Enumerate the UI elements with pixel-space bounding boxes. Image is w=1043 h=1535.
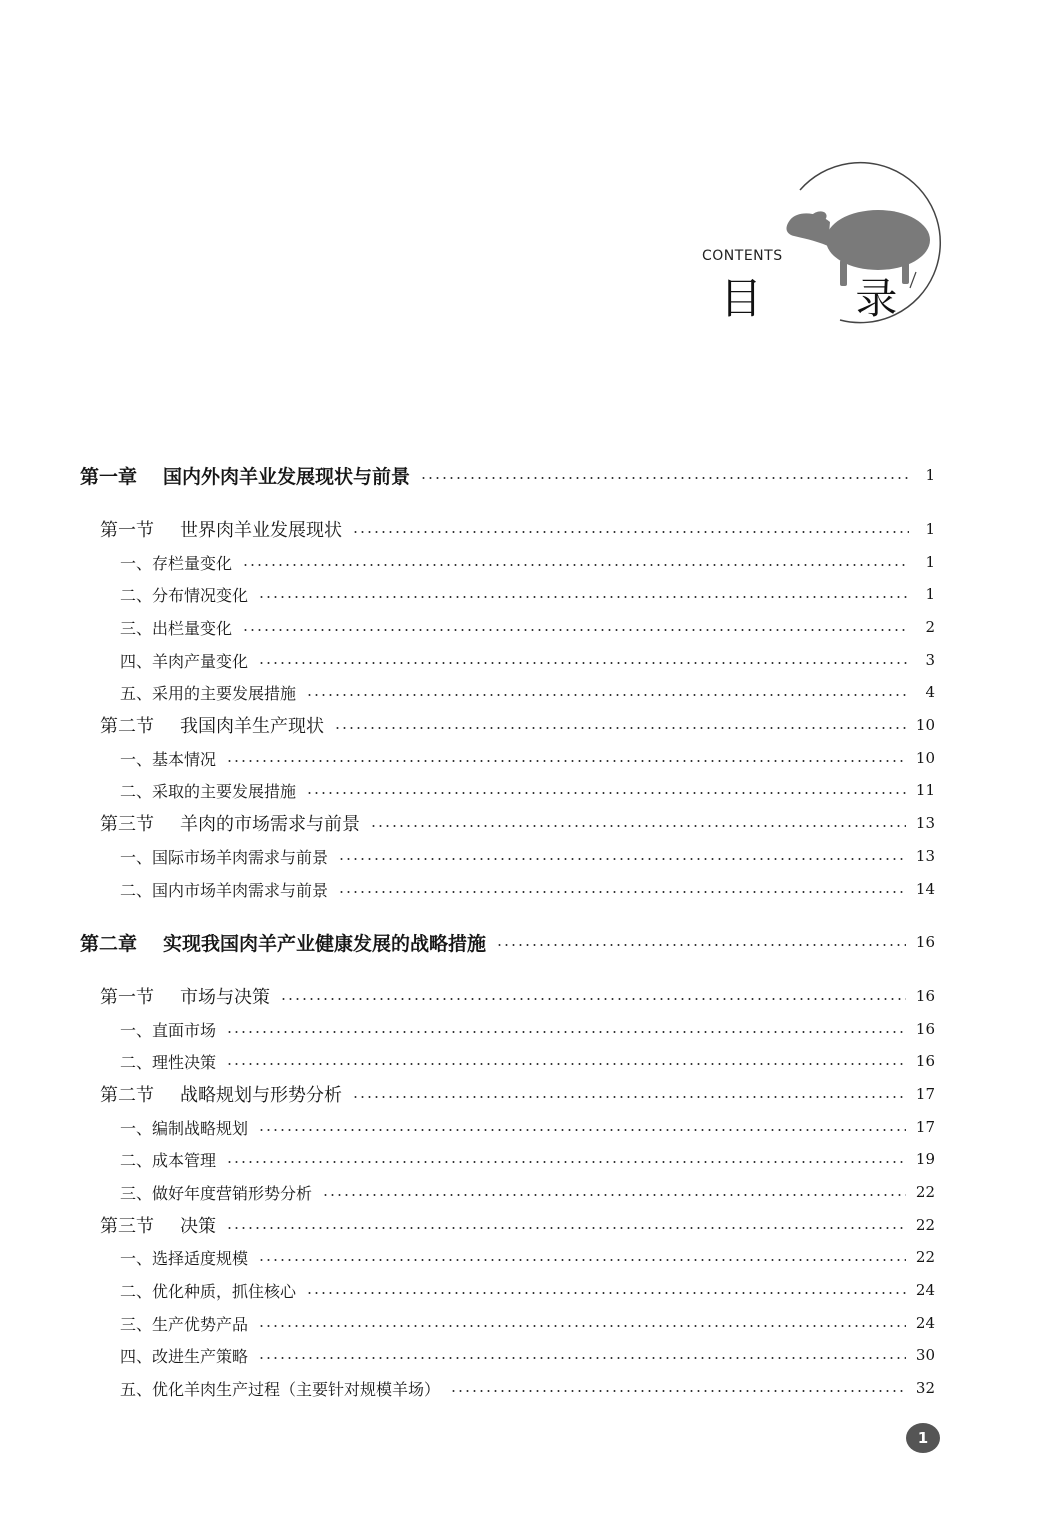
toc-entry-title: 采取的主要发展措施 [152,781,297,801]
toc-entry-number: 第一节 [100,520,154,541]
dot-leader [334,727,906,729]
toc-entry-page: 3 [925,651,935,669]
toc-entry-title: 出栏量变化 [152,618,233,638]
toc-entry-number: 二、 [120,1052,153,1072]
dot-leader [258,1129,906,1131]
dot-leader [280,998,906,1000]
toc-entry-title: 羊肉的市场需求与前景 [180,814,360,835]
toc-entry-number: 四、 [120,651,153,671]
dot-leader [306,694,909,696]
toc-entry-sub [120,549,935,575]
dot-leader [226,760,906,762]
toc-entry-number: 一、 [120,749,153,769]
toc-entry-title: 战略规划与形势分析 [180,1085,342,1106]
toc-entry-page: 1 [925,553,935,571]
dot-leader [258,1325,906,1327]
toc-entry-page: 14 [915,880,935,898]
toc-entry-number: 一、 [120,1020,153,1040]
toc-entry-title: 编制战略规划 [152,1118,249,1138]
toc-entry-title: 理性决策 [152,1052,217,1072]
toc-entry-title: 市场与决策 [180,987,270,1008]
toc-entry-number: 一、 [120,553,153,573]
toc-entry-section [100,712,935,738]
toc-entry-number: 一、 [120,1118,153,1138]
toc-entry-title: 生产优势产品 [152,1314,249,1334]
toc-entry-number: 二、 [120,1281,153,1301]
toc-entry-sub [120,1179,935,1205]
toc-entry-page: 17 [915,1085,935,1103]
toc-entry-page: 32 [915,1379,935,1397]
toc-entry-number: 三、 [120,618,153,638]
toc-entry-title: 基本情况 [152,749,217,769]
toc-entry-page: 24 [915,1281,935,1299]
toc-entry-page: 22 [915,1183,935,1201]
dot-leader [352,1096,906,1098]
toc-entry-number: 第二节 [100,1085,154,1106]
toc-entry-number: 四、 [120,1346,153,1366]
toc-entry-title: 改进生产策略 [152,1346,249,1366]
toc-entry-number: 二、 [120,880,153,900]
toc-entry-number: 二、 [120,781,153,801]
dot-leader [258,596,909,598]
toc-entry-number: 第二节 [100,716,154,737]
dot-leader [258,662,909,664]
toc-entry-page: 13 [915,814,935,832]
toc-entry-title: 直面市场 [152,1020,217,1040]
toc-entry-section [100,983,935,1009]
page-title: 目 录 [720,274,938,323]
toc-entry-sub [120,1146,935,1172]
toc-entry-chapter [80,462,935,488]
toc-entry-title: 优化羊肉生产过程（主要针对规模羊场） [152,1379,441,1399]
toc-entry-page: 10 [915,749,935,767]
toc-entry-title: 国际市场羊肉需求与前景 [152,847,329,867]
toc-entry-sub [120,1048,935,1074]
dot-leader [322,1194,906,1196]
toc-entry-title: 做好年度营销形势分析 [152,1183,313,1203]
toc-entry-title: 成本管理 [152,1150,217,1170]
toc-entry-section [100,1081,935,1107]
toc-entry-number: 五、 [120,683,153,703]
toc-entry-title: 国内市场羊肉需求与前景 [152,880,329,900]
toc-entry-page: 16 [915,933,935,951]
toc-entry-number: 第三节 [100,814,154,835]
toc-entry-number: 二、 [120,1150,153,1170]
dot-leader [226,1227,906,1229]
toc-entry-page: 1 [925,466,935,484]
toc-entry-title: 优化种质，抓住核心 [152,1281,297,1301]
toc-entry-number: 一、 [120,847,153,867]
toc-entry-section [100,1212,935,1238]
toc-entry-page: 17 [915,1118,935,1136]
dot-leader [338,891,906,893]
dot-leader [496,944,906,946]
dot-leader [338,858,906,860]
toc-entry-page: 13 [915,847,935,865]
toc-entry-page: 10 [915,716,935,734]
dot-leader [226,1063,906,1065]
toc-entry-number: 第一节 [100,987,154,1008]
toc-entry-sub [120,581,935,607]
toc-entry-sub [120,1310,935,1336]
toc-entry-page: 16 [915,1020,935,1038]
toc-entry-sub [120,1016,935,1042]
toc-entry-page: 16 [915,1052,935,1070]
toc-entry-title: 存栏量变化 [152,553,233,573]
toc-entry-number: 一、 [120,1248,153,1268]
dot-leader [306,792,906,794]
toc-entry-number: 第二章 [80,932,138,955]
toc-entry-section [100,810,935,836]
toc-entry-title: 实现我国肉羊产业健康发展的战略措施 [163,932,487,955]
contents-label: CONTENTS [702,248,783,264]
dot-leader [306,1292,906,1294]
toc-entry-page: 22 [915,1216,935,1234]
toc-entry-sub [120,647,935,673]
toc-entry-page: 30 [915,1346,935,1364]
toc-entry-number: 五、 [120,1379,153,1399]
toc-entry-chapter [80,929,935,955]
dot-leader [226,1161,906,1163]
toc-entry-page: 2 [925,618,935,636]
dot-leader [242,629,909,631]
dot-leader [352,531,909,533]
toc-entry-title: 羊肉产量变化 [152,651,249,671]
toc-entry-page: 1 [925,585,935,603]
dot-leader [226,1031,906,1033]
dot-leader [370,825,906,827]
toc-entry-title: 世界肉羊业发展现状 [180,520,342,541]
toc-entry-section [100,516,935,542]
toc-entry-sub [120,614,935,640]
dot-leader [450,1390,906,1392]
toc-entry-sub [120,679,935,705]
dot-leader [258,1357,906,1359]
toc-entry-sub [120,777,935,803]
toc-entry-sub [120,1375,935,1401]
page-number-badge: 1 [906,1423,940,1453]
toc-entry-sub [120,745,935,771]
toc-entry-page: 4 [925,683,935,701]
toc-entry-number: 三、 [120,1183,153,1203]
dot-leader [420,477,909,479]
toc-entry-title: 分布情况变化 [152,585,249,605]
toc-entry-title: 我国肉羊生产现状 [180,716,324,737]
toc-entry-sub [120,1277,935,1303]
toc-entry-number: 三、 [120,1314,153,1334]
toc-entry-page: 16 [915,987,935,1005]
toc-entry-sub [120,1244,935,1270]
toc-entry-title: 决策 [180,1216,216,1237]
toc-entry-page: 1 [925,520,935,538]
toc-entry-sub [120,876,935,902]
toc-entry-sub [120,1342,935,1368]
toc-entry-page: 19 [915,1150,935,1168]
toc-entry-number: 二、 [120,585,153,605]
toc-entry-title: 国内外肉羊业发展现状与前景 [163,465,411,488]
toc-entry-sub [120,843,935,869]
toc-entry-sub [120,1114,935,1140]
toc-entry-page: 11 [915,781,935,799]
dot-leader [258,1259,906,1261]
toc-entry-title: 选择适度规模 [152,1248,249,1268]
toc-entry-page: 24 [915,1314,935,1332]
toc-entry-page: 22 [915,1248,935,1266]
toc-entry-number: 第三节 [100,1216,154,1237]
toc-entry-number: 第一章 [80,465,138,488]
toc-entry-title: 采用的主要发展措施 [152,683,297,703]
dot-leader [242,564,909,566]
